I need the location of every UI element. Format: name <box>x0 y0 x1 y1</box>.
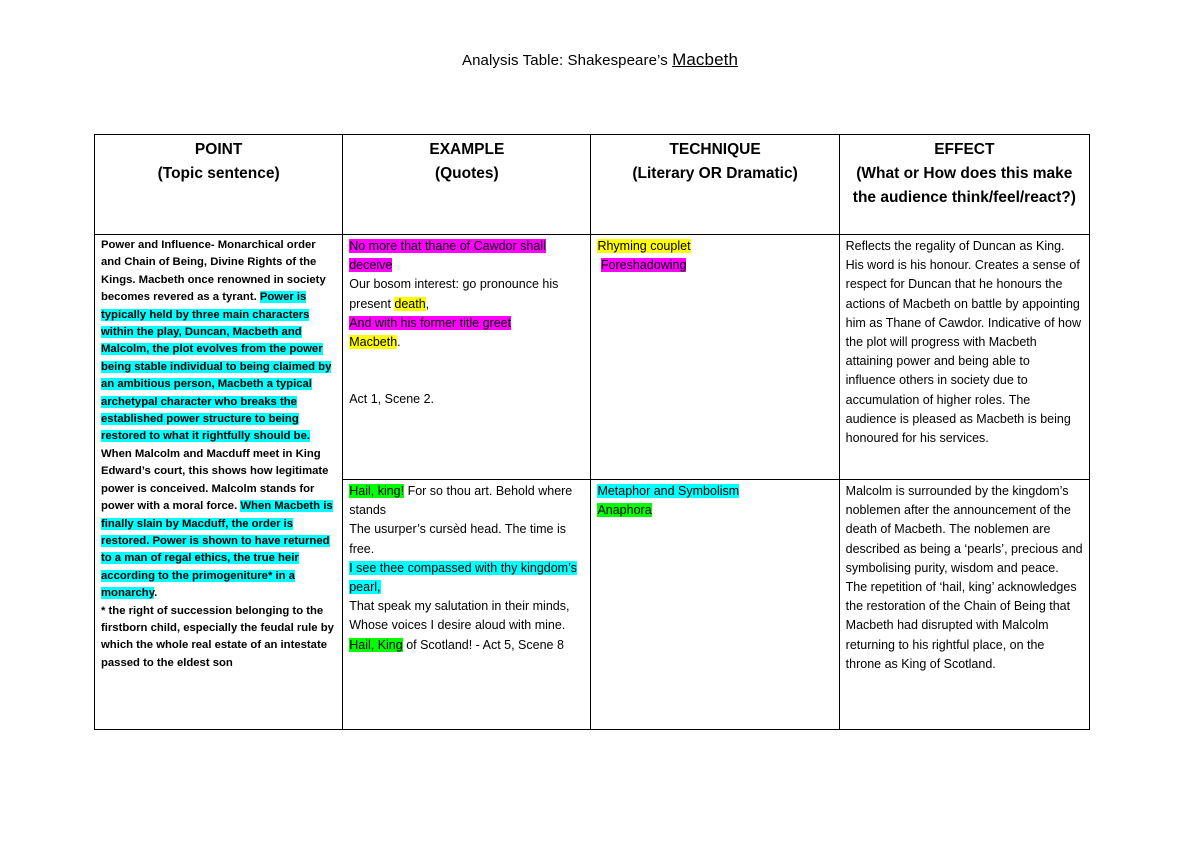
effect-cell-1: Reflects the regality of Duncan as King. His word is his honour. Creates a sense of respect for Duncan that he honours the actions of Macbeth on battle by appointing him as Thane of Cawdor. Indicative of how the plot will progress with Macbeth attaining power and being able to influence others in society due to accumulation of higher roles. The audience is pleased as Macbeth is being honoured for his services. <box>839 235 1089 480</box>
header-effect: EFFECT (What or How does this make the audience think/feel/react?) <box>839 135 1089 235</box>
point-cell: Power and Influence- Monarchical order and Chain of Being, Divine Rights of the Kings. Macbeth once renowned in society becomes revered as a tyrant. Power is typically held by three main characters within the play, Duncan, Macbeth and Malcolm, the plot evolves from the power being stable individual to being claimed by an ambitious person, Macbeth a typical archetypal character who breaks the established power structure to being restored to what it rightfully should be. When Malcolm and Macduff meet in King Edward’s court, this shows how legitimate power is conceived. Malcolm stands for power with a moral force. When Macbeth is finally slain by Macduff, the order is restored. Power is shown to have returned to a man of regal ethics, the true heir according to the primogeniture* in a monarchy. * the right of succession belonging to the firstborn child, especially the feudal rule by which the whole real estate of an intestate passed to the eldest son <box>95 235 343 730</box>
example-cell-1: No more that thane of Cawdor shall deceive Our bosom interest: go pronounce his present death, And with his former title greet Macbeth. Act 1, Scene 2. <box>343 235 591 480</box>
technique-item: Metaphor and Symbolism <box>597 484 740 498</box>
example-cell-2: Hail, king! For so thou art. Behold where stands The usurper’s cursèd head. The time is free. I see thee compassed with thy kingdom’s pearl, That speak my salutation in their minds, Whose voices I desire aloud with mine. Hail, King of Scotland! - Act 5, Scene 8 <box>343 480 591 730</box>
technique-item: Rhyming couplet <box>597 239 691 253</box>
header-point: POINT (Topic sentence) <box>95 135 343 235</box>
table-row <box>95 235 1090 480</box>
title-prefix: Analysis Table: Shakespeare’s <box>462 52 668 69</box>
effect-cell-2: Malcolm is surrounded by the kingdom’s noblemen after the announcement of the death of Macbeth. The noblemen are described as being a ‘pearls’, precious and symbolising purity, wisdom and peace. The repetition of ‘hail, king’ acknowledges the restoration of the Chain of Being that Macbeth had disrupted with Malcolm returning to his rightful place, on the throne as King of Scotland. <box>839 480 1089 730</box>
header-example: EXAMPLE (Quotes) <box>343 135 591 235</box>
point-mid: When Malcolm and Macduff meet in King Edward’s court, this shows how legitimate power is conceived. Malcolm stands for power with a moral force. <box>101 447 329 513</box>
technique-cell-2 <box>591 480 839 730</box>
point-footnote: * the right of succession belonging to the firstborn child, especially the feudal rule by which the whole real estate of an intestate passed to the eldest son <box>101 604 334 669</box>
technique-cell-1 <box>591 235 839 480</box>
point-intro: Power and Influence- Monarchical order and Chain of Being, Divine Rights of the Kings. Macbeth once renowned in society becomes revered as a tyrant. <box>101 239 326 304</box>
point-highlight-1: Power is typically held by three main characters within the play, Duncan, Macbeth and Malcolm, the plot evolves from the power being stable individual to being claimed by an ambitious person, Macbeth a typical archetypal character who breaks the established power structure to being restored to what it rightfully should be. <box>101 291 332 443</box>
quote-highlight: No more that thane of Cawdor shall deceive <box>349 239 546 273</box>
header-row <box>95 135 1090 235</box>
point-highlight-2: When Macbeth is finally slain by Macduff, the order is restored. Power is shown to have returned to a man of regal ethics, the true heir according to the primogeniture* in a monarchy <box>101 500 333 600</box>
technique-item: Foreshadowing <box>600 258 687 273</box>
analysis-table <box>94 134 1090 730</box>
header-technique: TECHNIQUE (Literary OR Dramatic) <box>591 135 839 235</box>
title-subject: Macbeth <box>672 50 738 69</box>
scene-reference: Act 1, Scene 2. <box>349 392 434 407</box>
page-title <box>0 50 1200 70</box>
technique-item: Anaphora <box>597 503 652 518</box>
